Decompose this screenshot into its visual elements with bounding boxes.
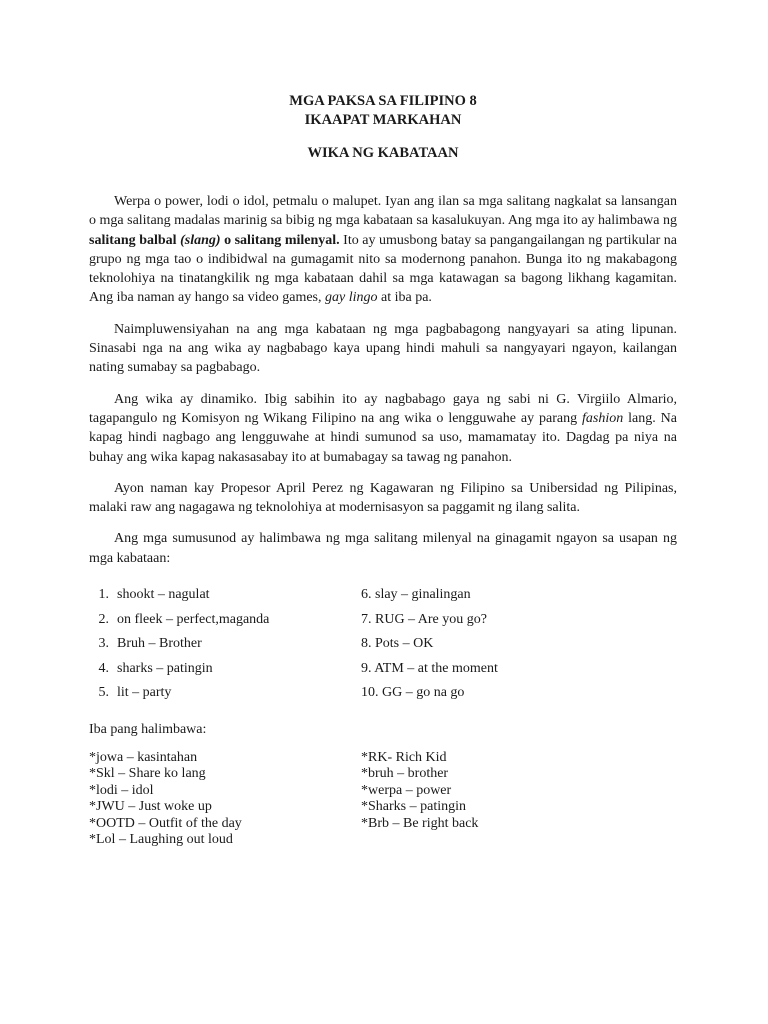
list-item-right: *Sharks – patingin: [361, 799, 466, 815]
list-item-left: [89, 583, 361, 608]
list-item-right: 8. Pots – OK: [361, 636, 434, 652]
list-item: [89, 832, 677, 849]
list-item: [89, 583, 677, 608]
numbered-slang-list: [89, 583, 677, 706]
list-item-left: *Lol – Laughing out loud: [89, 832, 233, 848]
list-item-left: [89, 657, 361, 682]
list-item-right: [361, 832, 633, 849]
list-item-left: *JWU – Just woke up: [89, 799, 212, 815]
paragraph-1-text-c: Ito ay umusbong batay sa pangangailangan ng partikular na grupo ng mga tao o indibidwal na gumagamit nito sa modernong panahon. Bunga ito ng makabagong teknolohiya na tinatangkilik ng mga kabataan dahil sa mga katawagan sa bagong likhang kagamitan. Ang iba naman ay hango sa video games,: [89, 232, 677, 306]
list-item-right: 7. RUG – Are you go?: [361, 611, 487, 627]
list-item-left: *Skl – Share ko lang: [89, 766, 206, 782]
list-item-right: *bruh – brother: [361, 766, 449, 782]
list-item-left: *OOTD – Outfit of the day: [89, 815, 242, 831]
list-item-right: *Brb – Be right back: [361, 815, 479, 831]
list-item-left: *lodi – idol: [89, 782, 154, 798]
list-item-number: 3.: [98, 636, 109, 652]
list-item-left: [89, 681, 361, 706]
list-item-right: *RK- Rich Kid: [361, 749, 447, 765]
list-item-number: 2.: [98, 611, 109, 627]
list-item: [89, 632, 677, 657]
document-title-line2: IKAAPAT MARKAHAN: [304, 112, 462, 128]
list-item: [89, 657, 677, 682]
list-item: [89, 750, 677, 767]
paragraph-3-text-a: Ang wika ay dinamiko. Ibig sabihin ito ay nagbabago gaya ng sabi ni G. Virgiilo Almario, tagapangulo ng Komisyon ng Wikang Filipino na ang wika o lengguwahe ay parang: [89, 391, 677, 426]
paragraph-1-bold-b: o salitang milenyal.: [220, 232, 340, 248]
paragraph-3: [89, 390, 677, 467]
other-examples-list: [89, 750, 677, 849]
list-item-text: shookt – nagulat: [117, 587, 210, 603]
document-subtitle: WIKA NG KABATAAN: [307, 145, 459, 161]
paragraph-1-italic: gay lingo: [325, 290, 378, 306]
list-item-right: 6. slay – ginalingan: [361, 587, 471, 603]
paragraph-3-italic: fashion: [582, 410, 624, 426]
list-item-text: on fleek – perfect,maganda: [117, 611, 270, 627]
list-item-left: *jowa – kasintahan: [89, 749, 198, 765]
list-item-number: 1.: [98, 587, 109, 603]
list-item-left: [89, 608, 361, 633]
list-item: [89, 766, 677, 783]
list-item-right: 10. GG – go na go: [361, 685, 465, 701]
list-item: [89, 681, 677, 706]
list-item: [89, 608, 677, 633]
list-item: [89, 783, 677, 800]
document-page: [89, 92, 677, 849]
list-item-number: 4.: [98, 660, 109, 676]
paragraph-5: Ang mga sumusunod ay halimbawa ng mga salitang milenyal na ginagamit ngayon sa usapan ng mga kabataan:: [89, 531, 677, 566]
list-item-text: Bruh – Brother: [117, 636, 202, 652]
list-item-left: [89, 632, 361, 657]
paragraph-4: Ayon naman kay Propesor April Perez ng Kagawaran ng Filipino sa Unibersidad ng Pilipinas, malaki raw ang nagagawa ng teknolohiya at modernisasyon sa paggamit ng ilang salita.: [89, 480, 677, 516]
paragraph-1-bold-italic: (slang): [180, 232, 221, 248]
list-item-text: sharks – patingin: [117, 660, 213, 676]
list-item-text: lit – party: [117, 685, 172, 701]
list-item-right: *werpa – power: [361, 782, 452, 798]
paragraph-1: [89, 192, 677, 308]
list-item-number: 5.: [98, 685, 109, 701]
other-examples-label: Iba pang halimbawa:: [89, 721, 207, 737]
document-title-line1: MGA PAKSA SA FILIPINO 8: [289, 93, 477, 109]
list-item: [89, 799, 677, 816]
list-item: [89, 816, 677, 833]
paragraph-2: Naimpluwensiyahan na ang mga kabataan ng mga pagbabagong nangyayari sa ating lipunan. Sinasabi nga na ang wika ay nagbabago kaya upang hindi mahuli sa nangyayari ngayon, kailangan nating sumabay sa pagbabago.: [89, 321, 677, 376]
paragraph-1-bold-a: salitang balbal: [89, 232, 181, 248]
paragraph-3-text-b: lang. Na kapag hindi nagbago ang lengguwahe at hindi sumunod sa uso, mamamatay ito. Dagdag pa niya na buhay ang wika kapag nakasasabay ito at bumabagay sa tawag ng panahon.: [89, 410, 677, 465]
list-item-right: 9. ATM – at the moment: [361, 660, 498, 676]
paragraph-1-text-a: Werpa o power, lodi o idol, petmalu o malupet. Iyan ang ilan sa mga salitang nagkalat sa lansangan o mga salitang madalas marinig sa bibig ng mga kabataan sa kasalukuyan. Ang mga ito ay halimbawa ng: [89, 194, 677, 229]
paragraph-1-text-d: at iba pa.: [377, 290, 432, 306]
